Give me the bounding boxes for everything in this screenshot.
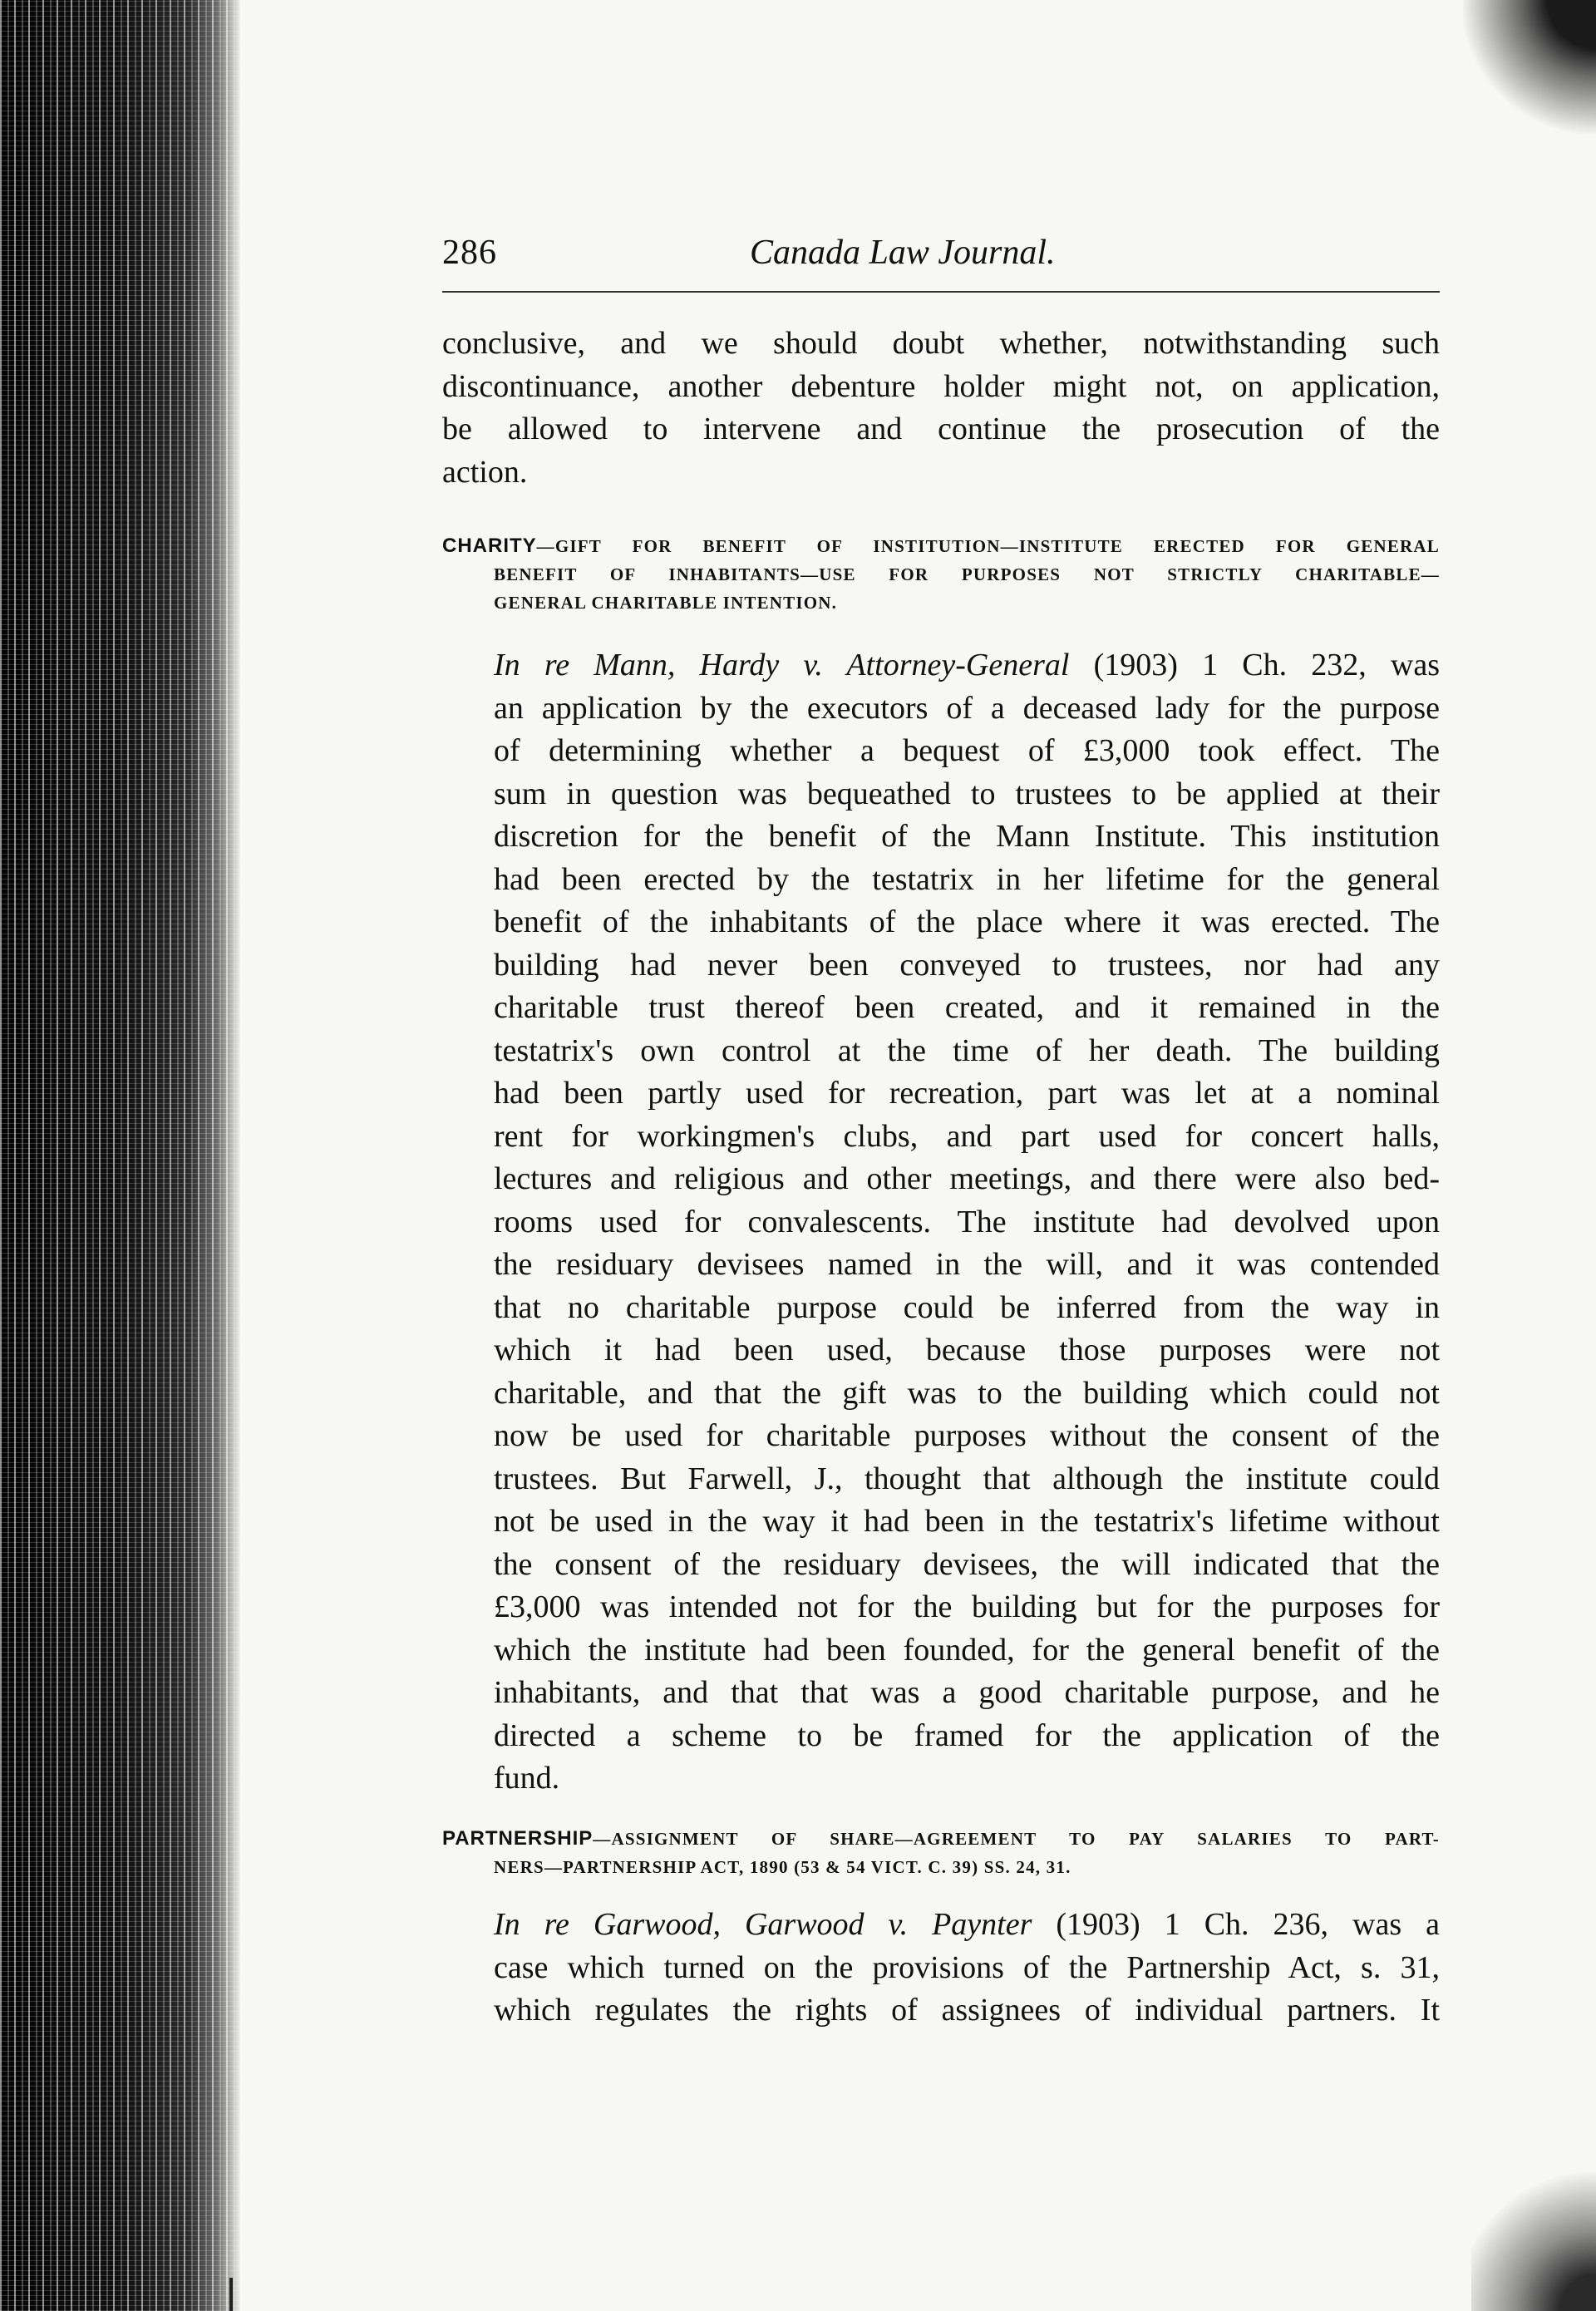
text-line: testatrix's own control at the time of her death. The building: [494, 1032, 1440, 1068]
text-line: that no charitable purpose could be inferred from the way in: [494, 1289, 1440, 1325]
header-rule: [442, 291, 1440, 293]
text-line: an application by the executors of a deceased lady for the purpose: [494, 690, 1440, 726]
text-line: £3,000 was intended not for the building but for the purposes for: [494, 1589, 1440, 1624]
running-header: [442, 233, 1440, 279]
section-heading-partnership: [442, 1825, 1440, 1881]
section-heading-charity: [442, 532, 1440, 617]
text-line: which regulates the rights of assignees of individual partners. It: [494, 1993, 1440, 2028]
text-line: inhabitants, and that that was a good charitable purpose, and he: [494, 1675, 1440, 1710]
text-line: fund.: [494, 1761, 560, 1796]
scan-corner-shadow: [1463, 0, 1596, 141]
page-number: 286: [442, 234, 497, 272]
case-name: In re Mann, Hardy v. Attorney-General: [494, 648, 1070, 682]
text-line: charitable, and that the gift was to the building which could not: [494, 1375, 1440, 1411]
text-line: which the institute had been founded, for the general benefit of the: [494, 1632, 1440, 1668]
scan-binding-edge: [0, 0, 241, 2311]
text-line: the residuary devisees named in the will, and it was contended: [494, 1247, 1440, 1282]
scan-mark: [229, 2278, 233, 2311]
text-line: rooms used for convalescents. The institute had devolved upon: [494, 1204, 1440, 1239]
text-line: trustees. But Farwell, J., thought that although the institute could: [494, 1461, 1440, 1496]
text-line: had been partly used for recreation, part was let at a nominal: [494, 1076, 1440, 1111]
scan-corner-shadow: [1471, 2153, 1596, 2311]
text-line: discretion for the benefit of the Mann Institute. This institution: [494, 819, 1440, 854]
paragraph-garwood-case: [442, 1904, 1440, 2033]
heading-line: [442, 532, 1440, 560]
paragraph-mann-case: [442, 644, 1440, 1801]
heading-line: GENERAL CHARITABLE INTENTION.: [494, 593, 838, 613]
text-line: lectures and religious and other meetings, and there were also bed-: [494, 1161, 1440, 1196]
heading-text: —GIFT FOR BENEFIT OF INSTITUTION—INSTITUTE ERECTED FOR GENERAL: [536, 536, 1440, 556]
text-line: discontinuance, another debenture holder might not, on application,: [442, 368, 1440, 404]
text-line: sum in question was bequeathed to trustees to be applied at their: [494, 776, 1440, 811]
text-line: not be used in the way it had been in the testatrix's lifetime without: [494, 1504, 1440, 1539]
text-line: be allowed to intervene and continue the prosecution of the: [442, 411, 1440, 446]
heading-subject: PARTNERSHIP: [442, 1827, 594, 1850]
page: [442, 0, 1440, 2311]
text-line: which it had been used, because those purposes were not: [494, 1333, 1440, 1367]
heading-line: NERS—PARTNERSHIP ACT, 1890 (53 & 54 VICT. C. 39) SS. 24, 31.: [494, 1857, 1071, 1877]
heading-line: [442, 1825, 1440, 1853]
text-line: case which turned on the provisions of the Partnership Act, s. 31,: [494, 1949, 1440, 1985]
paragraph-continued: [442, 323, 1440, 494]
text-line: directed a scheme to be framed for the application of the: [494, 1717, 1440, 1753]
citation: (1903) 1 Ch. 232, was: [1069, 648, 1440, 682]
text-line: the consent of the residuary devisees, the will indicated that the: [494, 1546, 1440, 1582]
journal-title: Canada Law Journal.: [750, 234, 1056, 272]
text-line: charitable trust thereof been created, and it remained in the: [494, 990, 1440, 1025]
citation: (1903) 1 Ch. 236, was a: [1032, 1907, 1440, 1942]
text-line: conclusive, and we should doubt whether, notwithstanding such: [442, 326, 1440, 361]
text-line: action.: [442, 454, 528, 490]
text-line: [442, 1904, 1440, 1947]
text-line: [442, 644, 1440, 687]
heading-subject: CHARITY: [442, 535, 537, 557]
text-line: benefit of the inhabitants of the place where it was erected. The: [494, 904, 1440, 939]
case-name: In re Garwood, Garwood v. Paynter: [494, 1907, 1032, 1942]
text-line: rent for workingmen's clubs, and part used for concert halls,: [494, 1118, 1440, 1154]
text-line: now be used for charitable purposes without the consent of the: [494, 1418, 1440, 1453]
heading-text: —ASSIGNMENT OF SHARE—AGREEMENT TO PAY SALARIES TO PART-: [593, 1829, 1440, 1849]
heading-line: BENEFIT OF INHABITANTS—USE FOR PURPOSES NOT STRICTLY CHARITABLE—: [494, 564, 1440, 584]
text-line: had been erected by the testatrix in her lifetime for the general: [494, 861, 1440, 897]
text-line: of determining whether a bequest of £3,000 took effect. The: [494, 733, 1440, 768]
text-line: building had never been conveyed to trustees, nor had any: [494, 947, 1440, 983]
